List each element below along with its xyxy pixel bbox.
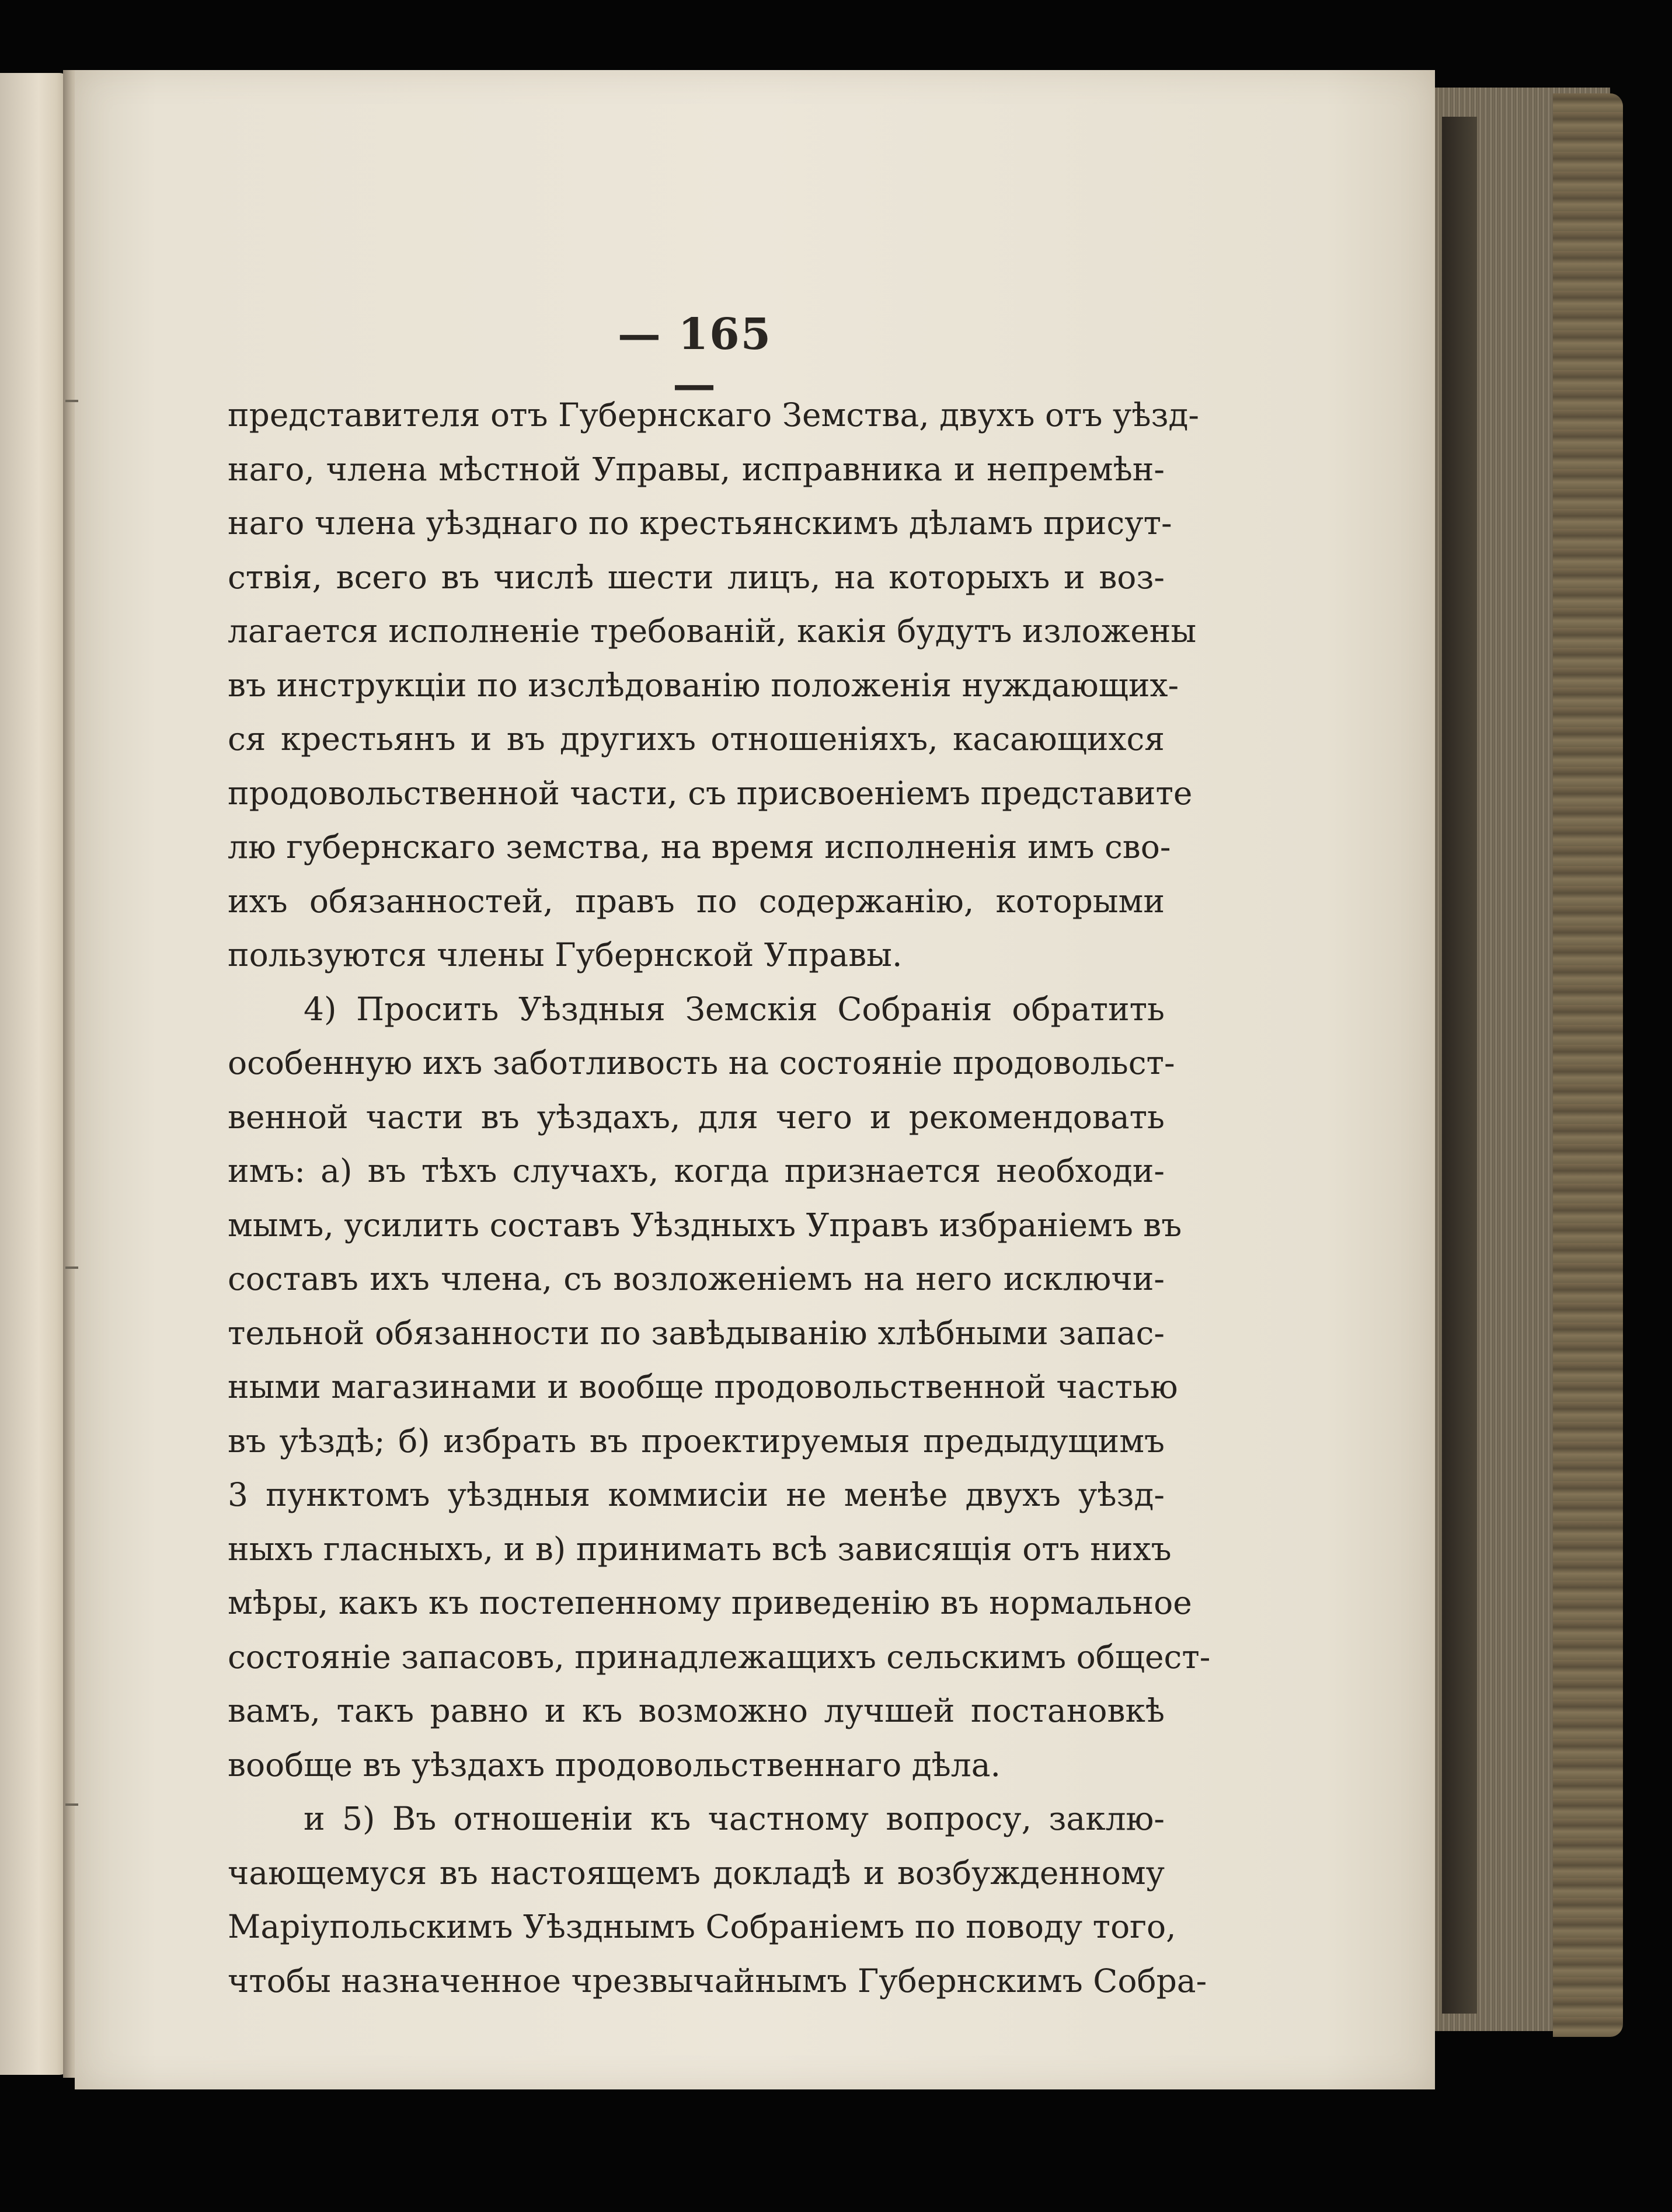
margin-mark xyxy=(65,1267,78,1269)
text-line: ными магазинами и вообще продовольственной частью xyxy=(228,1368,1178,1405)
margin-mark xyxy=(65,400,78,402)
text-line: представителя отъ Губернскаго Земства, двухъ отъ уѣзд- xyxy=(228,396,1199,434)
left-page-edge xyxy=(0,73,70,2075)
text-line: 3 пунктомъ уѣздныя коммисіи не менѣе двухъ уѣзд- xyxy=(228,1476,1165,1513)
text-line: составъ ихъ члена, съ возложеніемъ на него исключи- xyxy=(228,1260,1165,1297)
book-cover-edge xyxy=(1553,93,1623,2037)
page-number: — 165 — xyxy=(617,309,772,410)
text-line: мымъ, усилить составъ Уѣздныхъ Управъ избраніемъ въ xyxy=(228,1206,1182,1244)
text-line: наго, члена мѣстной Управы, исправника и непремѣн- xyxy=(228,450,1165,488)
text-line: лю губернскаго земства, на время исполненія имъ сво- xyxy=(228,828,1171,866)
text-line: чтобы назначенное чрезвычайнымъ Губернскимъ Собра- xyxy=(228,1962,1207,2000)
text-line: особенную ихъ заботливость на состояніе продовольст- xyxy=(228,1044,1175,1081)
text-line: венной части въ уѣздахъ, для чего и рекомендовать xyxy=(228,1098,1165,1136)
text-line: пользуются члены Губернской Управы. xyxy=(228,936,903,974)
text-line: мѣры, какъ къ постепенному приведенію въ нормальное xyxy=(228,1584,1192,1621)
text-line: продовольственной части, съ присвоеніемъ представите xyxy=(228,774,1193,812)
margin-mark xyxy=(65,1803,78,1806)
text-line: лагается исполненіе требованій, какія будутъ изложены xyxy=(228,612,1197,650)
text-line: наго члена уѣзднаго по крестьянскимъ дѣламъ присут- xyxy=(228,504,1172,542)
text-line: въ инструкціи по изслѣдованію положенія нуждающих- xyxy=(228,666,1179,704)
text-line: чающемуся въ настоящемъ докладѣ и возбужденному xyxy=(228,1854,1165,1892)
page-block-shadow xyxy=(1442,117,1477,2014)
text-line: тельной обязанности по завѣдыванію хлѣбными запас- xyxy=(228,1314,1165,1352)
text-line: ныхъ гласныхъ, и в) принимать всѣ зависящія отъ нихъ xyxy=(228,1530,1172,1568)
text-line: ся крестьянъ и въ другихъ отношеніяхъ, касающихся xyxy=(228,720,1165,758)
page-body-text xyxy=(228,388,1211,2008)
text-line: Маріупольскимъ Уѣзднымъ Собраніемъ по поводу того, xyxy=(228,1908,1176,1945)
text-line: 4) Просить Уѣздныя Земскія Собранія обратить xyxy=(304,990,1165,1028)
text-line: имъ: а) въ тѣхъ случахъ, когда признается необходи- xyxy=(228,1152,1165,1189)
text-line: ихъ обязанностей, правъ по содержанію, которыми xyxy=(228,882,1165,920)
text-line: въ уѣздѣ; б) избрать въ проектируемыя предыдущимъ xyxy=(228,1422,1165,1460)
text-line: вообще въ уѣздахъ продовольственнаго дѣла. xyxy=(228,1746,1001,1784)
text-line: ствія, всего въ числѣ шести лицъ, на которыхъ и воз- xyxy=(228,558,1165,596)
text-line: состояніе запасовъ, принадлежащихъ сельскимъ общест- xyxy=(228,1638,1211,1676)
text-line: и 5) Въ отношеніи къ частному вопросу, заклю- xyxy=(304,1800,1165,1837)
text-line: вамъ, такъ равно и къ возможно лучшей постановкѣ xyxy=(228,1692,1165,1729)
